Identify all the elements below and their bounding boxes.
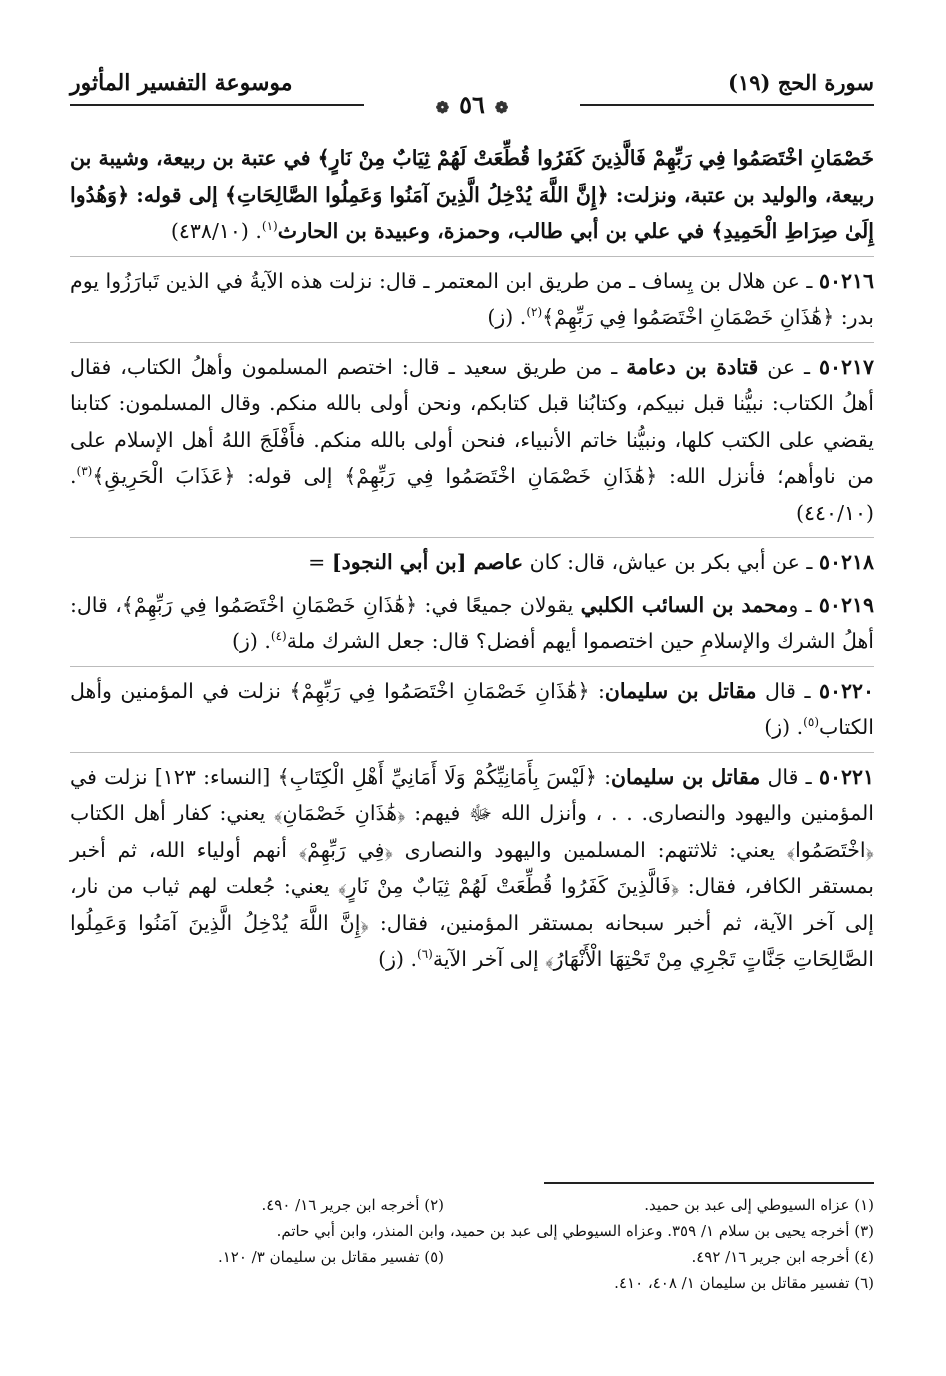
main-text	[70, 140, 874, 984]
book-title: موسوعة التفسير المأثور	[70, 70, 293, 96]
footnote-2: (٢) أخرجه ابن جرير ١٦/ ٤٩٠.	[261, 1196, 444, 1214]
narration-50219: ٥٠٢١٩ ـ ومحمد بن السائب الكلبي يقولان جميعًا في: ﴿هَٰذَانِ خَصْمَانِ اخْتَصَمُوا فِي رَبِّهِمْ﴾، قال: أهلُ الشرك والإسلامِ حين اختصموا أيهم أفضل؟ قال: جعل الشرك ملة$^{(٤)}$. (ز)	[70, 592, 874, 653]
narrator-name: عاصم [بن أبي النجود]	[331, 550, 524, 574]
footnotes	[70, 1192, 874, 1296]
paragraph-continued: خَصْمَانِ اخْتَصَمُوا فِي رَبِّهِمْ فَالَّذِينَ كَفَرُوا قُطِّعَتْ لَهُمْ ثِيَابٌ مِنْ نَارٍ﴾ في عتبة بن ربيعة، وشيبة بن ربيعة، والوليد بن عتبة، ونزلت: ﴿إِنَّ اللَّهَ يُدْخِلُ الَّذِينَ آمَنُوا وَعَمِلُوا الصَّالِحَاتِ﴾ إلى قوله: ﴿وَهُدُوا إِلَىٰ صِرَاطِ الْحَمِيدِ﴾ في علي بن أبي طالب، وحمزة، وعبيدة بن الحارث$^{(١)}$. (٤٣٨/١٠)	[70, 146, 874, 243]
footnote-5: (٥) تفسير مقاتل بن سليمان ٣/ ١٢٠.	[217, 1248, 444, 1266]
narrator-name: محمد بن السائب الكلبي	[580, 592, 789, 617]
narration-50220: ٥٠٢٢٠ ـ قال مقاتل بن سليمان: ﴿هَٰذَانِ خَصْمَانِ اخْتَصَمُوا فِي رَبِّهِمْ﴾ نزلت في المؤمنين وأهل الكتاب$^{(٥)}$. (ز)	[70, 666, 874, 746]
narration-number: ٥٠٢٢٠	[818, 678, 875, 703]
footnote-4: (٤) أخرجه ابن جرير ١٦/ ٤٩٢.	[691, 1248, 874, 1266]
narration-number: ٥٠٢١٩	[818, 592, 874, 617]
narration-50218: ٥٠٢١٨ ـ عن أبي بكر بن عياش، قال: كان عاصم [بن أبي النجود] =	[70, 537, 874, 581]
narration-50216: ٥٠٢١٦ ـ عن هلال بن يِساف ـ من طريق ابن المعتمر ـ قال: نزلت هذه الآيةُ في الذين تَبارَزُوا يوم بدر: ﴿هَٰذَانِ خَصْمَانِ اخْتَصَمُوا فِي رَبِّهِمْ﴾$^{(٢)}$. (ز)	[70, 256, 874, 336]
footnote-6: (٦) تفسير مقاتل بن سليمان ١/ ٤٠٨، ٤١٠.	[614, 1274, 874, 1292]
page-number: ٥٦	[459, 90, 485, 119]
narrator-name: قتادة بن دعامة	[626, 354, 759, 379]
footnote-ref: (٤)	[270, 629, 287, 644]
footnote-ref: (١)	[261, 219, 278, 234]
footnote-ref: (٢)	[526, 305, 543, 320]
narrator-name: مقاتل بن سليمان	[604, 678, 757, 703]
footnote-ref: (٦)	[417, 947, 433, 962]
header-rule	[580, 104, 874, 106]
narration-number: ٥٠٢١٦	[818, 268, 874, 293]
narrator-name: مقاتل بن سليمان	[611, 764, 761, 789]
footnote-3: (٣) أخرجه يحيى بن سلام ١/ ٣٥٩. وعزاه السيوطي إلى عبد بن حميد، وابن المنذر، وابن أبي حاتم.	[276, 1222, 874, 1240]
footnote-rule	[544, 1182, 874, 1184]
narration-50221: ٥٠٢٢١ ـ قال مقاتل بن سليمان: ﴿لَيْسَ بِأَمَانِيِّكُمْ وَلَا أَمَانِيِّ أَهْلِ الْكِتَابِ﴾ [النساء: ١٢٣] نزلت في المؤمنين واليهود والنصارى. . . ، وأنزل الله ﷻ فيهم: ﴿هَٰذَانِ خَصْمَانِ﴾ يعني: كفار أهل الكتاب ﴿اخْتَصَمُوا﴾ يعني: ثلاثتهم: المسلمين واليهود والنصارى ﴿فِي رَبِّهِمْ﴾ أنهم أولياء الله، ثم أخبر بمستقر الكافر، فقال: ﴿فَالَّذِينَ كَفَرُوا قُطِّعَتْ لَهُمْ ثِيَابٌ مِنْ نَارٍ﴾ يعني: جُعلت لهم ثياب من نار، إلى آخر الآية، ثم أخبر سبحانه بمستقر المؤمنين، فقال: ﴿إِنَّ اللَّهَ يُدْخِلُ الَّذِينَ آمَنُوا وَعَمِلُوا الصَّالِحَاتِ جَنَّاتٍ تَجْرِي مِنْ تَحْتِهَا الْأَنْهَارُ﴾ إلى آخر الآية$^{(٦)}$. (ز)	[70, 752, 874, 978]
ornament-icon: ❁	[435, 98, 450, 117]
surah-heading: سورة الحج (١٩)	[728, 70, 874, 95]
narration-number: ٥٠٢١٧	[818, 354, 874, 379]
footnote-1: (١) عزاه السيوطي إلى عبد بن حميد.	[644, 1196, 874, 1214]
header-rule	[70, 104, 364, 106]
footnote-ref: (٣)	[76, 464, 93, 479]
footnote-ref: (٥)	[803, 715, 819, 730]
narration-50217: ٥٠٢١٧ ـ عن قتادة بن دعامة ـ من طريق سعيد ـ قال: اختصم المسلمون وأهلُ الكتاب، فقال أهلُ الكتاب: نبيُّنا قبل نبيكم، وكتابُنا قبل كتابكم، ونحن أولى بالله منكم. وقال المسلمون: كتابنا يقضي على الكتب كلها، ونبيُّنا خاتم الأنبياء، فنحن أولى بالله منكم. فأَفْلَجَ اللهُ أهل الإسلام على من ناوأهم؛ فأنزل الله: ﴿هَٰذَانِ خَصْمَانِ اخْتَصَمُوا فِي رَبِّهِمْ﴾ إلى قوله: ﴿عَذَابَ الْحَرِيقِ﴾$^{(٣)}$. (٤٤٠/١٠)	[70, 342, 874, 532]
ornament-icon: ❁	[494, 98, 509, 117]
narration-number: ٥٠٢١٨	[818, 550, 874, 574]
page-header	[70, 64, 874, 119]
narration-number: ٥٠٢٢١	[818, 764, 874, 789]
